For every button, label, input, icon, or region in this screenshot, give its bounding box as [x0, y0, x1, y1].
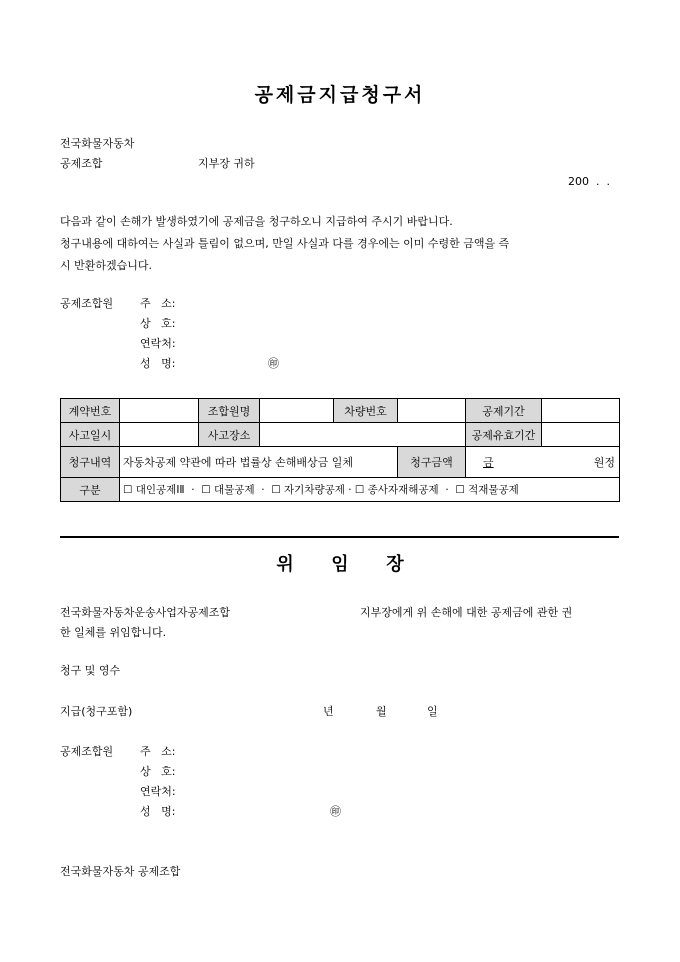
recipient-line1: 전국화물자동차	[60, 137, 135, 150]
vehicle-no-value[interactable]	[398, 399, 466, 423]
claim-amount-label: 청구금액	[398, 447, 466, 478]
body-line2: 청구내용에 대하여는 사실과 틀림이 없으며, 만일 사실과 다를 경우에는 이미 수령한 금액을 즉	[60, 237, 510, 250]
category-options[interactable]: ☐ 대인공제ⅠⅡ · ☐ 대물공제 · ☐ 자기차량공제 · ☐ 종사자재해공제 · ☐ 적재물공제	[120, 478, 620, 502]
member2-company-label: 상 호:	[140, 765, 176, 778]
contract-no-label: 계약번호	[61, 399, 120, 423]
amount-suffix: 원정	[593, 456, 615, 469]
contract-no-value[interactable]	[120, 399, 199, 423]
accident-place-label: 사고장소	[199, 423, 260, 447]
vehicle-no-label: 차량번호	[334, 399, 398, 423]
member2-seal: ㊞	[330, 805, 341, 818]
recipient-line2: 공제조합	[60, 157, 103, 170]
member2-contact-label: 연락처:	[140, 785, 176, 798]
payment-label: 지급(청구포함)	[60, 705, 133, 718]
category-label: 구분	[61, 478, 120, 502]
year-label: 년	[323, 705, 334, 718]
claim-date: 200 . .	[568, 175, 610, 188]
member-company-label: 상 호:	[140, 317, 176, 330]
member-seal: ㊞	[268, 357, 279, 370]
day-label: 일	[427, 705, 438, 718]
member-name-col-label: 조합원명	[199, 399, 260, 423]
body-line1: 다음과 같이 손해가 발생하였기에 공제금을 청구하오니 지급하여 주시기 바랍니다.	[60, 215, 453, 228]
claim-table	[60, 398, 620, 502]
member-contact-label: 연락처:	[140, 337, 176, 350]
member-name-value[interactable]	[260, 399, 334, 423]
member-address-label: 주 소:	[140, 297, 176, 310]
page-title: 공제금지급청구서	[254, 84, 426, 106]
member2-heading: 공제조합원	[60, 745, 114, 758]
accident-date-label: 사고일시	[61, 423, 120, 447]
member2-address-label: 주 소:	[140, 745, 176, 758]
period-label: 공제기간	[466, 399, 542, 423]
accident-place-value[interactable]	[260, 423, 466, 447]
valid-period-value[interactable]	[542, 423, 620, 447]
body-line3: 시 반환하겠습니다.	[60, 259, 153, 272]
delegation-org: 전국화물자동차운송사업자공제조합	[60, 606, 231, 619]
recipient-branch: 지부장 귀하	[198, 157, 255, 170]
member-name-label: 성 명:	[140, 357, 176, 370]
claim-receipt: 청구 및 영수	[60, 664, 121, 677]
period-value[interactable]	[542, 399, 620, 423]
delegation-text2: 한 일체를 위임합니다.	[60, 626, 167, 639]
section-divider	[60, 536, 619, 538]
claim-detail-text: 자동차공제 약관에 따라 법률상 손해배상금 일체	[120, 447, 398, 478]
amount-prefix: 금	[483, 456, 494, 469]
amount-line	[469, 454, 615, 470]
delegation-title: 위 임 장	[276, 554, 404, 575]
member2-name-label: 성 명:	[140, 805, 176, 818]
claim-amount-value[interactable]	[466, 447, 620, 478]
month-label: 월	[376, 705, 387, 718]
accident-date-value[interactable]	[120, 423, 199, 447]
footer-org: 전국화물자동차 공제조합	[60, 865, 181, 878]
member-heading: 공제조합원	[60, 297, 114, 310]
claim-detail-label: 청구내역	[61, 447, 120, 478]
delegation-text1: 지부장에게 위 손해에 대한 공제금에 관한 권	[360, 606, 573, 619]
valid-period-label: 공제유효기간	[466, 423, 542, 447]
